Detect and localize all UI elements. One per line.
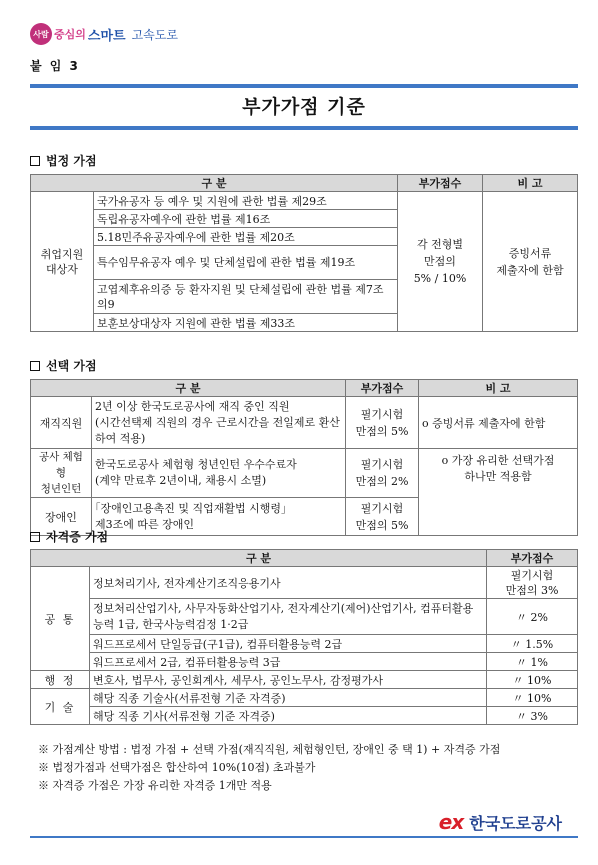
footnote: ※ 가점계산 방법 : 법정 가점 + 선택 가점(재직직원, 체험형인턴, 장애인 중 택 1) + 자격증 가점 (38, 743, 501, 756)
optional-note-2: o 가장 유리한 선택가점 하나만 적용함 (419, 449, 578, 536)
footnote: ※ 자격증 가점은 가장 유리한 자격증 1개만 적용 (38, 779, 272, 792)
section-legal-title: 법정 가점 (46, 154, 97, 168)
law-item: 고엽제후유의증 등 환자지원 및 단체설립에 관한 법률 제7조의9 (94, 280, 398, 314)
legal-points-table (30, 174, 578, 332)
col-points: 부가점수 (487, 550, 578, 567)
group-admin: 행 정 (31, 671, 90, 689)
logo-text-2: 스마트 (87, 28, 126, 44)
law-item: 5.18민주유공자예우에 관한 법률 제20조 (94, 228, 398, 246)
section-legal-heading (30, 152, 97, 169)
row-desc: 한국도로공사 체험형 청년인턴 우수수료자 (계약 만료후 2년이내, 채용시 소멸) (92, 449, 346, 498)
cert-desc: 워드프로세서 2급, 컴퓨터활용능력 3급 (90, 653, 487, 671)
col-category: 구 분 (31, 175, 398, 192)
cert-points: 〃 3% (487, 707, 578, 725)
footer-rule (30, 836, 578, 838)
checkbox-square-icon (30, 532, 40, 542)
section-optional-title: 선택 가점 (46, 359, 97, 373)
cert-desc: 정보처리산업기사, 사무자동화산업기사, 전자계산기(제어)산업기사, 컴퓨터활용능력 1급, 한국사능력검정 1·2급 (90, 599, 487, 635)
col-points: 부가점수 (398, 175, 483, 192)
company-name: 한국도로공사 (469, 813, 562, 833)
footnotes (38, 741, 500, 795)
row-desc: ｢장애인고용촉진 및 직업재활법 시행령｣ 제3조에 따른 장애인 (92, 498, 346, 536)
legal-points-value: 각 전형별 만점의 5% / 10% (398, 192, 483, 332)
law-item: 국가유공자 등 예우 및 지원에 관한 법률 제29조 (94, 192, 398, 210)
logo-text-1: 중심의 (54, 28, 86, 41)
row-points: 필기시험 만점의 5% (346, 397, 419, 449)
law-item: 독립유공자예우에 관한 법률 제16조 (94, 210, 398, 228)
group-tech: 기 술 (31, 689, 90, 725)
cert-desc: 해당 직종 기사(서류전형 기준 자격증) (90, 707, 487, 725)
law-item: 보훈보상대상자 지원에 관한 법률 제33조 (94, 314, 398, 332)
col-category: 구 분 (31, 380, 346, 397)
cert-desc: 워드프로세서 단일등급(구1급), 컴퓨터활용능력 2급 (90, 635, 487, 653)
cert-points: 〃 2% (487, 599, 578, 635)
legal-note: 증빙서류 제출자에 한함 (483, 192, 578, 332)
ex-logo-mark: ex (438, 810, 464, 834)
group-disabled: 장애인 (31, 498, 92, 536)
row-desc: 2년 이상 한국도로공사에 재직 중인 직원 (시간선택제 직원의 경우 근로시간을 전일제로 환산하여 적용) (92, 397, 346, 449)
cert-desc: 정보처리기사, 전자계산기조직응용기사 (90, 567, 487, 599)
page-title: 부가가점 기준 (242, 96, 366, 118)
col-points: 부가점수 (346, 380, 419, 397)
logo-badge: 사람 (30, 23, 52, 45)
law-item: 특수임무유공자 예우 및 단체설립에 관한 법률 제19조 (94, 246, 398, 280)
checkbox-square-icon (30, 361, 40, 371)
title-bar (30, 84, 578, 130)
group-common: 공 통 (31, 567, 90, 671)
group-intern: 공사 체험형 청년인턴 (31, 449, 92, 498)
optional-note-1: o 증빙서류 제출자에 한함 (419, 397, 578, 449)
row-points: 필기시험 만점의 2% (346, 449, 419, 498)
cert-points: 〃 1% (487, 653, 578, 671)
section-optional-heading (30, 357, 97, 374)
cert-points: 필기시험 만점의 3% (487, 567, 578, 599)
row-points: 필기시험 만점의 5% (346, 498, 419, 536)
cert-desc: 변호사, 법무사, 공인회계사, 세무사, 공인노무사, 감정평가사 (90, 671, 487, 689)
certificate-points-table (30, 549, 578, 725)
footnote: ※ 법정가점과 선택가점은 합산하여 10%(10점) 초과불가 (38, 761, 316, 774)
section-cert-title: 자격증 가점 (46, 530, 109, 544)
col-note: 비 고 (483, 175, 578, 192)
cert-desc: 해당 직종 기술사(서류전형 기준 자격증) (90, 689, 487, 707)
cert-points: 〃 10% (487, 689, 578, 707)
col-note: 비 고 (419, 380, 578, 397)
optional-points-table (30, 379, 578, 536)
checkbox-square-icon (30, 156, 40, 166)
logo-text-3: 고속도로 (131, 27, 178, 42)
group-employee: 재직직원 (31, 397, 92, 449)
group-veterans: 취업지원 대상자 (31, 192, 94, 332)
cert-points: 〃 10% (487, 671, 578, 689)
annex-label: 붙 임 3 (30, 59, 80, 73)
col-category: 구 분 (31, 550, 487, 567)
title-rule-bottom (30, 126, 578, 130)
cert-points: 〃 1.5% (487, 635, 578, 653)
company-logo (439, 810, 562, 834)
section-cert-heading (30, 528, 108, 545)
slogan-logo (30, 22, 178, 46)
